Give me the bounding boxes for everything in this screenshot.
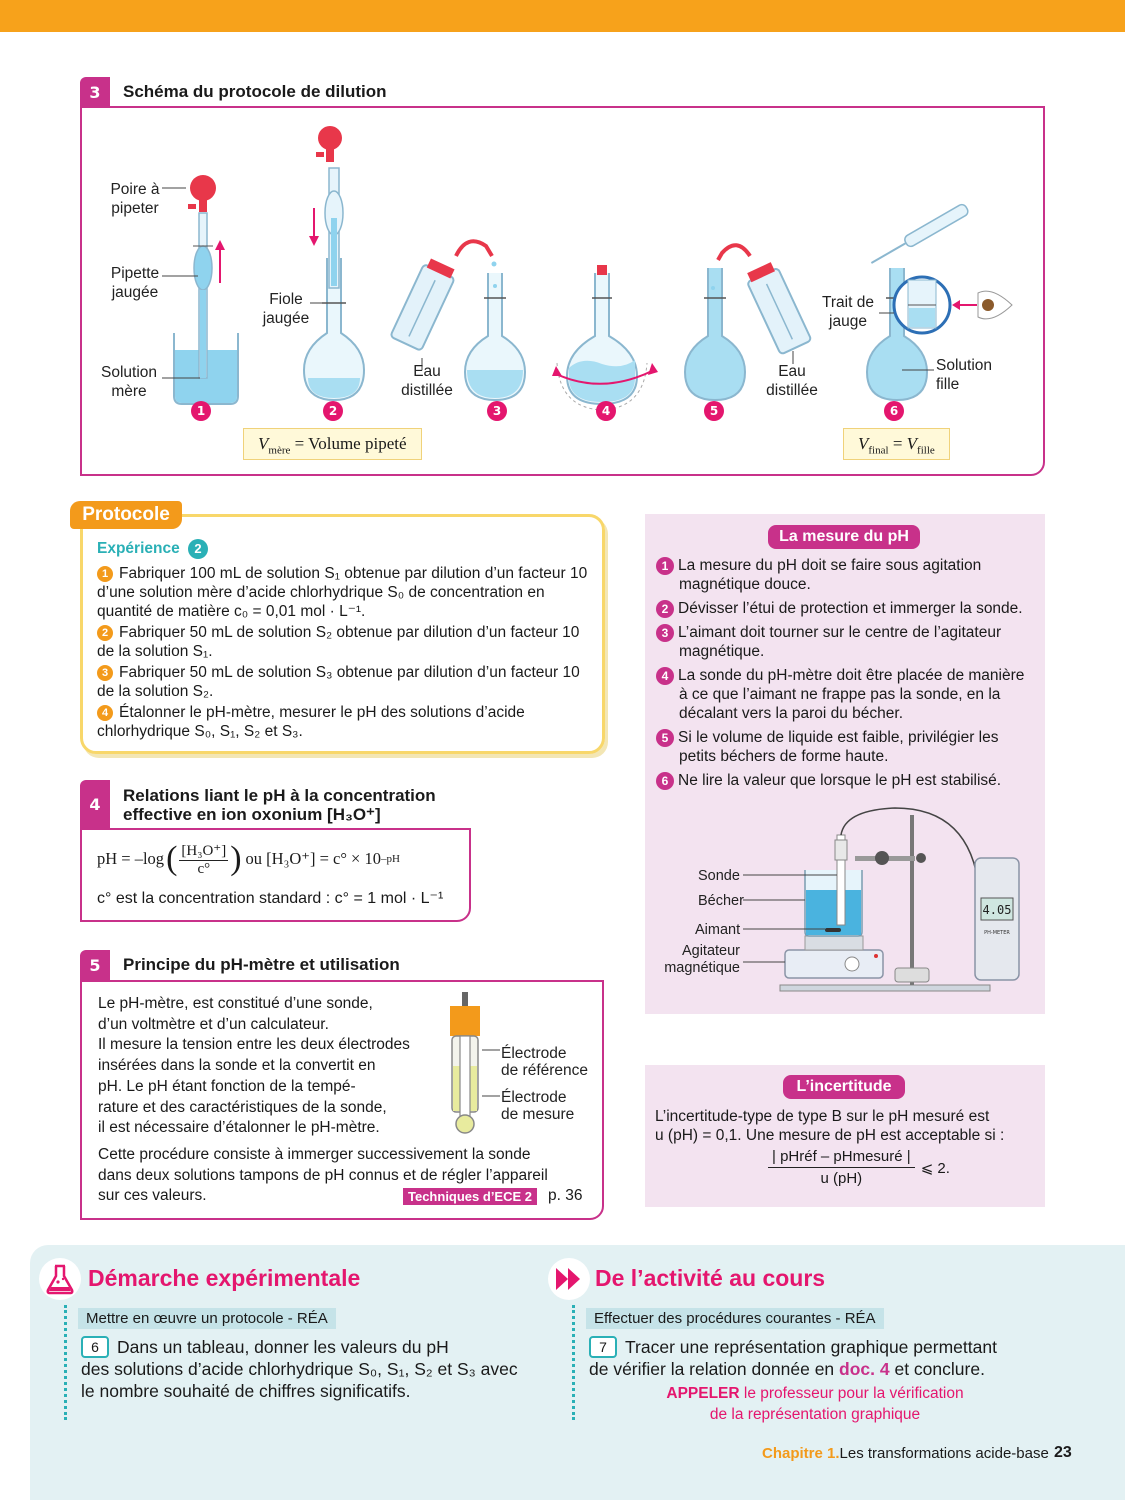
- mesure-item: 5 Si le volume de liquide est faible, privilégier les petits béchers de forme haute.: [656, 728, 1041, 766]
- question-6-number: 6: [81, 1336, 109, 1358]
- activite-dotted-line: [572, 1305, 575, 1420]
- question-6: 6 Dans un tableau, donner les valeurs du pH des solutions d’acide chlorhydrique S₀, S₁, S₂ et S₃ avec le nombre souhaité de chiffres significatifs.: [81, 1337, 518, 1401]
- mesure-item: 6 Ne lire la valeur que lorsque le pH est stabilisé.: [656, 771, 1041, 790]
- step2-flask: [304, 126, 364, 400]
- standard-concentration: c° est la concentration standard : c° = 1 mol · L⁻¹: [97, 890, 444, 907]
- top-accent-bar: [0, 0, 1125, 32]
- step-number-2: 2: [323, 401, 343, 421]
- label-aimant: Aimant: [695, 922, 741, 938]
- section-4-title: Relations liant le pH à la concentration effective en ion oxonium [H₃O⁺]: [123, 786, 436, 824]
- question-7: 7 Tracer une représentation graphique permettant de vérifier la relation donnée en doc. 4 et conclure.: [589, 1337, 997, 1379]
- activite-title: De l’activité au cours: [595, 1265, 826, 1291]
- step3-flask: [465, 273, 525, 400]
- step4-flask: [552, 265, 658, 410]
- protocole-item: 1 Fabriquer 100 mL de solution S₁ obtenue par dilution d’un facteur 10 d’une solution mère d’acide chlorhydrique S₀ de concentration en quantité de matière c₀ = 0,01 mol · L⁻¹.: [97, 565, 588, 620]
- phmetre-description: Le pH-mètre, est constitué d’une sonde, d’un voltmètre et d’un calculateur. Il mesure la tension entre les deux électrodes insérées dans la sonde et la convertit en pH. Le pH étant fonction de la tempé- rature et des caractéristiques de la sonde, il est nécessaire d’étalonner le pH-mètre.: [98, 995, 410, 1137]
- incertitude-text: L’incertitude-type de type B sur le pH mesuré est u (pH) = 0,1. Une mesure de pH est acceptable si :: [655, 1108, 1005, 1144]
- page-number: 23: [1054, 1444, 1072, 1461]
- acceptability-criterion: | pHréf – pHmesuré | u (pH) ⩽ 2.: [768, 1148, 950, 1187]
- mesure-ph-tag: La mesure du pH: [768, 525, 920, 549]
- label-fiole: Fiole jaugée: [262, 291, 310, 327]
- mesure-item: 1 La mesure du pH doit se faire sous agitation magnétique douce.: [656, 556, 1041, 594]
- incertitude-tag: L’incertitude: [783, 1075, 905, 1099]
- ph-formula: pH = –log ( [H₃O⁺] c° ) ou [H₃O⁺] = c° × 10 –pH: [97, 840, 400, 877]
- label-eau-distillee-2: Eau distillée: [766, 363, 818, 399]
- label-poire: Poire à pipeter: [110, 181, 160, 217]
- techniques-page-ref: p. 36: [548, 1187, 583, 1204]
- appeler-note: APPELER le professeur pour la vérification de la représentation graphique: [666, 1385, 964, 1423]
- mesure-item: 3 L’aimant doit tourner sur le centre de l’agitateur magnétique.: [656, 623, 1041, 661]
- demarche-dotted-line: [64, 1305, 67, 1420]
- label-agitateur: Agitateur magnétique: [664, 943, 740, 976]
- protocole-item: 2 Fabriquer 50 mL de solution S₂ obtenue par dilution d’un facteur 10 de la solution S₁.: [97, 624, 580, 660]
- section-5-title: Principe du pH-mètre et utilisation: [123, 955, 400, 974]
- step-number-4: 4: [596, 401, 616, 421]
- mesure-item: 2 Dévisser l’étui de protection et immerger la sonde.: [656, 599, 1041, 618]
- protocole-tag: Protocole: [70, 501, 182, 529]
- demarche-title: Démarche expérimentale: [88, 1265, 361, 1291]
- formula-v-final: $V_{final} = V_{fille}$: [843, 428, 950, 460]
- activite-skill: Effectuer des procédures courantes - RÉA: [586, 1308, 884, 1329]
- techniques-ece-link[interactable]: Techniques d’ECE 2: [403, 1188, 537, 1205]
- step5-wash-bottle: [718, 245, 812, 354]
- label-sonde: Sonde: [698, 868, 740, 884]
- section-3-number: 3: [80, 77, 110, 107]
- label-solution-mere: Solution mère: [100, 364, 157, 400]
- electrode-diagram: [440, 992, 500, 1137]
- label-pipette: Pipette jaugée: [110, 265, 160, 301]
- demarche-skill: Mettre en œuvre un protocole - RÉA: [78, 1308, 336, 1329]
- experience-label: Expérience 2: [97, 539, 208, 559]
- label-eau-distillee-1: Eau distillée: [401, 363, 453, 399]
- mesure-ph-list: [656, 556, 1041, 790]
- label-trait-de-jauge: Trait de jauge: [822, 294, 874, 330]
- label-electrode-mesure: Électrode de mesure: [501, 1089, 575, 1123]
- doc-4-link[interactable]: doc. 4: [839, 1359, 890, 1379]
- step-number-5: 5: [704, 401, 724, 421]
- protocole-list: [97, 564, 593, 741]
- ph-meter-brand: PH-METER: [984, 930, 1010, 936]
- ph-meter-display: 4.05: [982, 903, 1012, 917]
- step-number-1: 1: [191, 401, 211, 421]
- protocole-item: 3 Fabriquer 50 mL de solution S₃ obtenue par dilution d’un facteur 10 de la solution S₂.: [97, 664, 580, 700]
- label-electrode-reference: Électrode de référence: [501, 1045, 589, 1079]
- protocole-item: 4 Étalonner le pH-mètre, mesurer le pH des solutions d’acide chlorhydrique S₀, S₁, S₂ et S₃.: [97, 704, 525, 740]
- step5-flask: [685, 268, 745, 400]
- step3-wash-bottle: [390, 241, 496, 351]
- section-4-number: 4: [80, 780, 110, 828]
- mesure-item: 4 La sonde du pH-mètre doit être placée de manière à ce que l’aimant ne frappe pas la sonde, en la décalant vers la paroi du bécher.: [656, 666, 1041, 723]
- step-number-3: 3: [487, 401, 507, 421]
- section-3-title: Schéma du protocole de dilution: [123, 82, 387, 101]
- flask-icon: [38, 1257, 82, 1301]
- section-5-number: 5: [80, 950, 110, 980]
- footer-chapter: Chapitre 1.Les transformations acide-base: [762, 1445, 1049, 1462]
- fast-forward-icon: [547, 1257, 591, 1301]
- label-becher: Bécher: [698, 893, 744, 909]
- question-7-number: 7: [589, 1336, 617, 1358]
- label-solution-fille: Solution fille: [936, 357, 993, 393]
- formula-v-mere: $V_{mère}$ = Volume pipeté: [243, 428, 422, 460]
- etalonnage-procedure: Cette procédure consiste à immerger successivement la sonde dans deux solutions tampons de pH connus et de régler l’appareil sur ces valeurs.: [98, 1146, 548, 1205]
- step-number-6: 6: [884, 401, 904, 421]
- experience-number: 2: [188, 539, 208, 559]
